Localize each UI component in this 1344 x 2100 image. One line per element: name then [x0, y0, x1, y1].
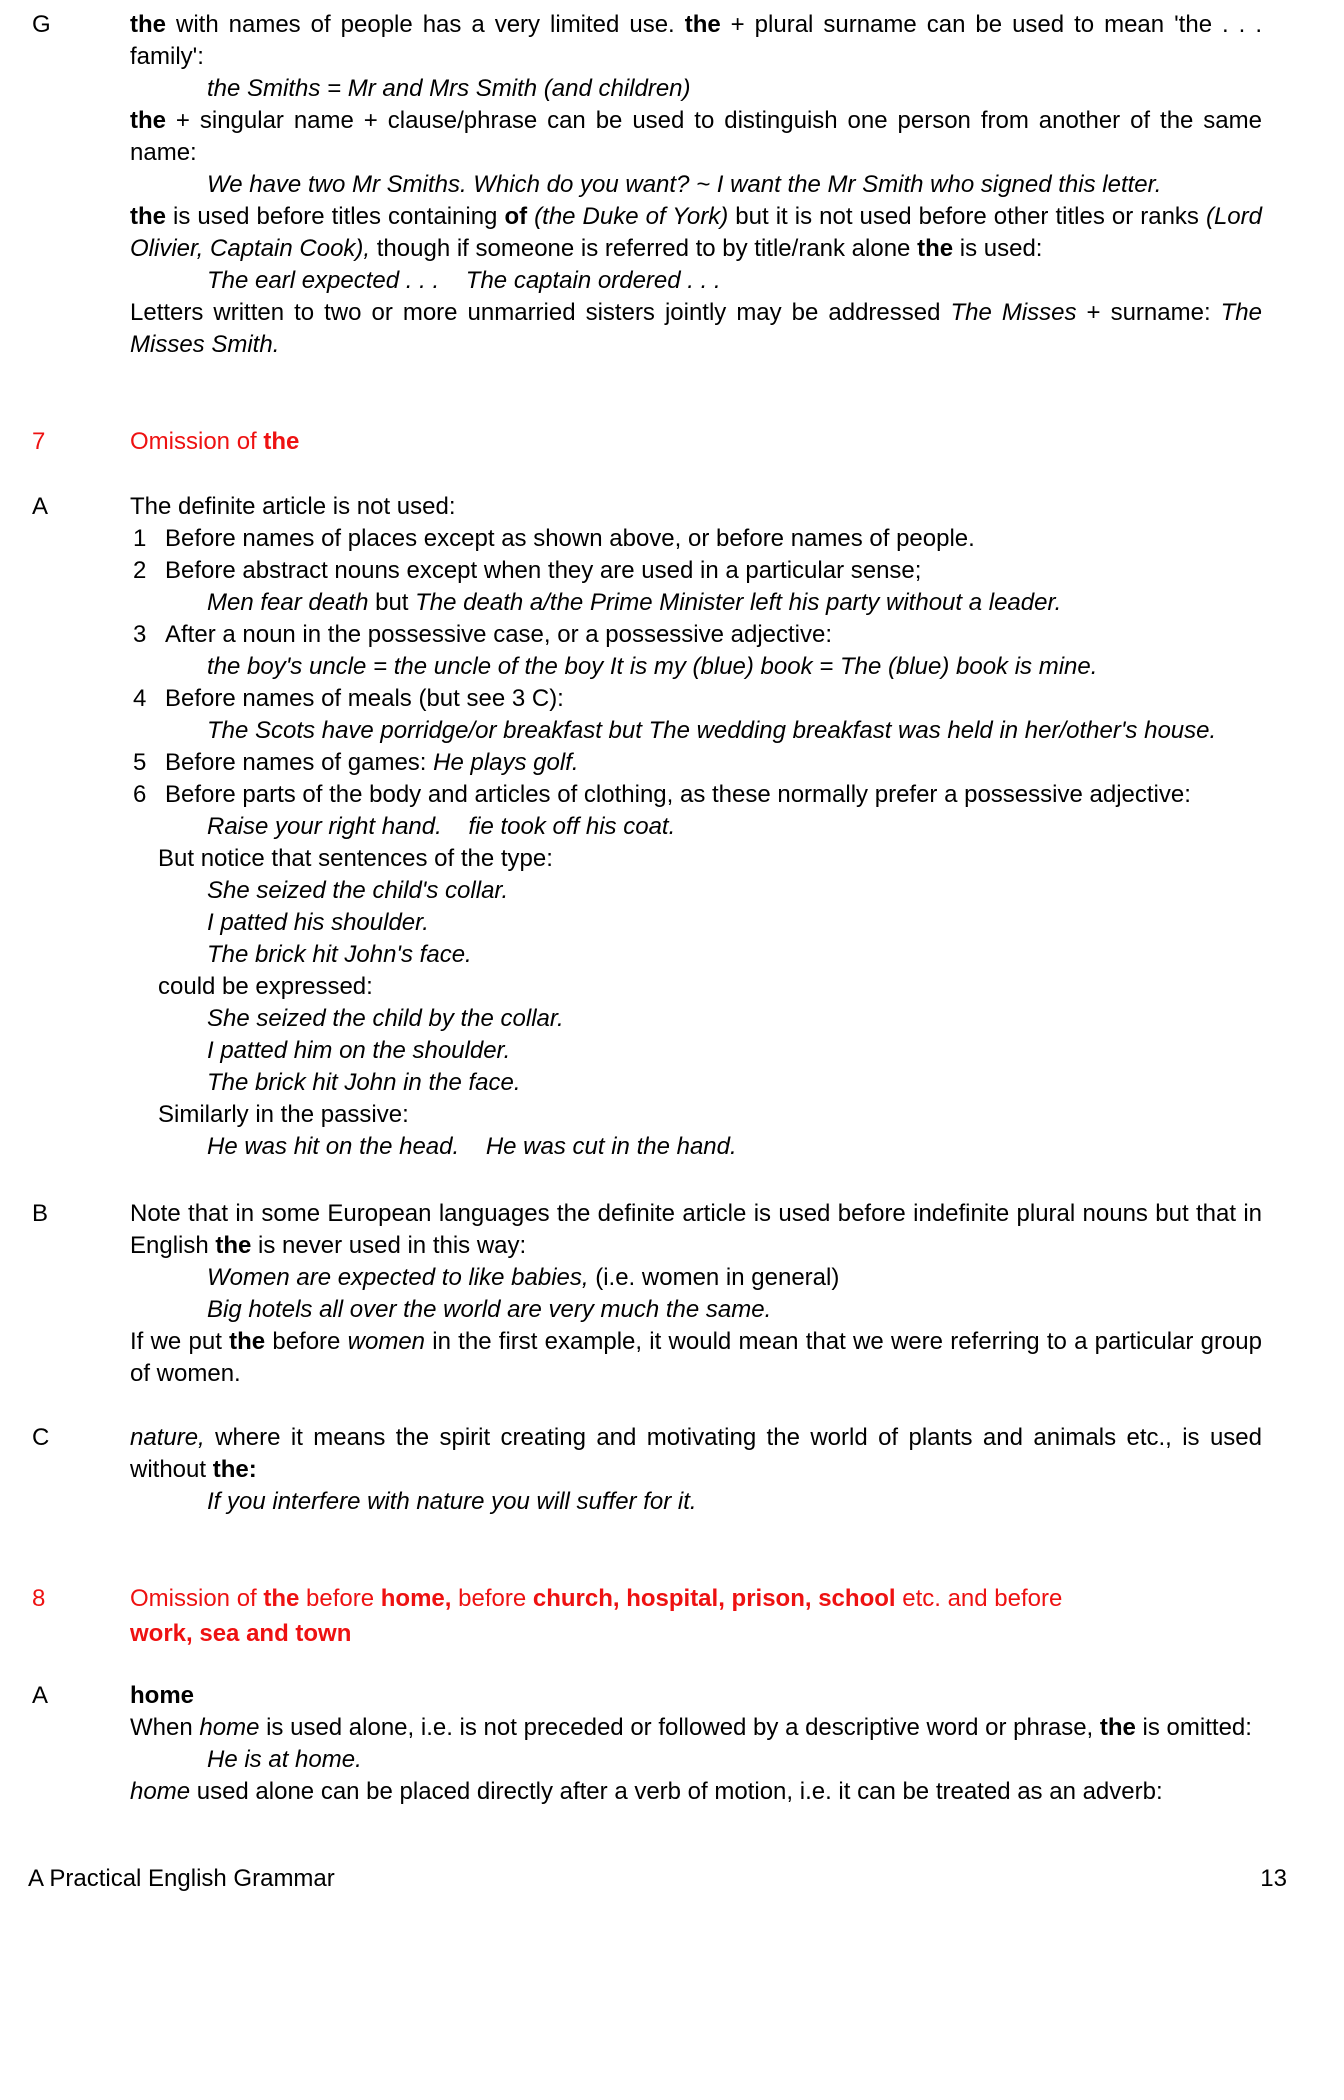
text-run: of	[504, 203, 528, 230]
text-run: work, sea and town	[130, 1620, 352, 1647]
text-run: The brick hit John's face.	[207, 941, 472, 968]
text-run: After a noun in the possessive case, or a possessive adjective:	[165, 621, 833, 648]
text-run: (the Duke of York)	[534, 203, 729, 230]
text-run: We have two Mr Smiths. Which do you want? ~ I want the Mr Smith who signed this letter.	[207, 171, 1162, 198]
item-text	[165, 525, 975, 552]
text-run: women	[347, 1328, 426, 1355]
item-text	[165, 749, 579, 776]
text-run: the	[130, 203, 166, 230]
text-run: The brick hit John in the face.	[207, 1069, 521, 1096]
text-run: Omission of	[130, 428, 264, 455]
text-run: home	[130, 1682, 195, 1709]
margin-letter-b: B	[32, 1200, 49, 1227]
text-run: I patted him on the shoulder.	[207, 1037, 511, 1064]
heading-8-line-2	[130, 1616, 1262, 1651]
text-run: the	[684, 11, 721, 38]
item-text	[165, 557, 921, 584]
text-run: Women are expected to like babies,	[207, 1264, 589, 1291]
text-run: Big hotels all over the world are very much the same.	[207, 1296, 772, 1323]
text-run: is used before titles containing	[166, 203, 505, 230]
section-b	[0, 1198, 1344, 1390]
example-line	[207, 1035, 1262, 1067]
heading-7-title	[130, 424, 1262, 459]
heading-7	[0, 424, 1344, 459]
example-line	[207, 1294, 1262, 1326]
text-run: could be expressed:	[158, 973, 373, 1000]
example-line	[207, 811, 1262, 843]
text-run: Men fear death	[207, 589, 369, 616]
text-run: Note that in some European languages the definite article is used before indefinite plural nouns but that in English	[130, 1200, 1262, 1259]
paragraph	[130, 1712, 1262, 1744]
section-c-content	[130, 1422, 1262, 1518]
heading-8	[0, 1581, 1344, 1651]
example-line	[207, 169, 1262, 201]
text-run: (i.e. women in general)	[588, 1264, 840, 1291]
text-run: Before abstract nouns except when they are used in a particular sense;	[165, 557, 922, 584]
paragraph	[130, 1422, 1262, 1486]
margin-letter-a2: A	[32, 1682, 49, 1709]
margin-letter-a: A	[32, 493, 49, 520]
text-run: + singular name + clause/phrase can be used to distinguish one person from another of the same name:	[130, 107, 1262, 166]
text-run: the Smiths = Mr and Mrs Smith (and children)	[207, 75, 691, 102]
text-run: before	[299, 1585, 381, 1612]
example-line	[207, 875, 1262, 907]
margin-letter-c: C	[32, 1424, 50, 1451]
paragraph	[130, 297, 1262, 361]
paragraph	[130, 1198, 1262, 1262]
item-number: 3	[133, 621, 147, 648]
text-run: is never used in this way:	[251, 1232, 527, 1259]
section-8a	[0, 1680, 1344, 1808]
text-run: the	[263, 1585, 300, 1612]
section-g-content	[130, 9, 1262, 361]
item-number: 5	[133, 749, 147, 776]
text-run: but	[368, 589, 416, 616]
example-line	[207, 715, 1262, 747]
text-run: If you interfere with nature you will suffer for it.	[207, 1488, 697, 1515]
text-run: Before names of meals (but see 3 C):	[165, 685, 564, 712]
text-run: home,	[380, 1585, 452, 1612]
example-line	[207, 907, 1262, 939]
text-run: the	[917, 235, 954, 262]
text-run: the	[229, 1328, 266, 1355]
text-run: Omission of	[130, 1585, 264, 1612]
text-run: church, hospital, prison, school	[532, 1585, 896, 1612]
text-run: the	[263, 428, 300, 455]
example-line	[207, 73, 1262, 105]
example-line	[207, 1131, 1262, 1163]
item-number: 6	[133, 781, 147, 808]
text-run: used alone can be placed directly after a verb of motion, i.e. it can be treated as an adverb:	[190, 1778, 1163, 1805]
text-run: in the first example, it would mean that we were referring to a particular group of women.	[130, 1328, 1262, 1387]
paragraph	[130, 201, 1262, 265]
page-footer	[0, 1863, 1344, 1895]
text-run: the:	[212, 1456, 257, 1483]
heading-8-line-1	[130, 1581, 1262, 1616]
text-run: The Misses Smith.	[130, 299, 1262, 358]
text-run: the	[215, 1232, 252, 1259]
text-run: Before names of places except as shown above, or before names of people.	[165, 525, 975, 552]
text-run: She seized the child by the collar.	[207, 1005, 564, 1032]
text-run: If we put	[130, 1328, 230, 1355]
item-text	[165, 685, 564, 712]
heading-8-number: 8	[32, 1585, 46, 1612]
example-line	[207, 939, 1262, 971]
example-line	[207, 1003, 1262, 1035]
paragraph	[130, 9, 1262, 73]
text-run: nature,	[130, 1424, 205, 1451]
text-run: before	[451, 1585, 533, 1612]
text-run: But notice that sentences of the type:	[158, 845, 553, 872]
text-run: with names of people has a very limited use.	[166, 11, 685, 38]
paragraph	[130, 1776, 1262, 1808]
footer-book-title: A Practical English Grammar	[28, 1865, 335, 1892]
text-run: is omitted:	[1135, 1714, 1252, 1741]
note-line	[158, 1099, 1262, 1131]
text-run: He was hit on the head. He was cut in the hand.	[207, 1133, 737, 1160]
subheading-home	[130, 1680, 1262, 1712]
text-run: The Misses	[950, 299, 1077, 326]
text-run: before	[265, 1328, 348, 1355]
text-run: When	[130, 1714, 200, 1741]
text-run: Raise your right hand. fie took off his coat.	[207, 813, 676, 840]
section-b-content	[130, 1198, 1262, 1390]
text-run: Before names of games:	[165, 749, 434, 776]
paragraph	[130, 1326, 1262, 1390]
text-run: is used alone, i.e. is not preceded or followed by a descriptive word or phrase,	[259, 1714, 1100, 1741]
text-run: She seized the child's collar.	[207, 877, 509, 904]
text-run: but it is not used before other titles or ranks	[728, 203, 1206, 230]
numbered-item	[133, 747, 1262, 779]
paragraph	[130, 105, 1262, 169]
text-run: is used:	[953, 235, 1043, 262]
note-line	[158, 971, 1262, 1003]
example-line	[207, 1262, 1262, 1294]
example-line	[207, 651, 1262, 683]
numbered-item	[133, 555, 1262, 587]
text-run: the boy's uncle = the uncle of the boy It is my (blue) book = The (blue) book is mine.	[207, 653, 1098, 680]
text-run: etc. and before	[895, 1585, 1063, 1612]
item-number: 4	[133, 685, 147, 712]
paragraph	[130, 491, 1262, 523]
text-run: home	[199, 1714, 260, 1741]
example-line	[207, 1744, 1262, 1776]
item-text	[165, 781, 1191, 808]
text-run: The definite article is not used:	[130, 493, 456, 520]
section-7a	[0, 491, 1344, 1163]
section-c	[0, 1422, 1344, 1518]
section-g	[0, 9, 1344, 361]
text-run: the	[1099, 1714, 1136, 1741]
numbered-item	[133, 523, 1262, 555]
page-number: 13	[1260, 1865, 1287, 1892]
text-run: Similarly in the passive:	[158, 1101, 409, 1128]
margin-letter-g: G	[32, 11, 51, 38]
heading-7-number: 7	[32, 428, 46, 455]
text-run: He plays golf.	[433, 749, 579, 776]
text-run: where it means the spirit creating and motivating the world of plants and animals etc., is used without	[130, 1424, 1262, 1483]
text-run: He is at home.	[207, 1746, 362, 1773]
text-run: (Lord Olivier, Captain Cook),	[130, 203, 1262, 262]
numbered-item	[133, 683, 1262, 715]
numbered-item	[133, 779, 1262, 811]
numbered-item	[133, 619, 1262, 651]
text-run: the	[130, 107, 166, 134]
text-run: I patted his shoulder.	[207, 909, 429, 936]
text-run: + plural surname can be used to mean 'the . . . family':	[130, 11, 1262, 70]
text-run: + surname:	[1076, 299, 1221, 326]
example-line	[207, 1486, 1262, 1518]
text-run: The earl expected . . . The captain ordered . . .	[207, 267, 721, 294]
example-line	[207, 587, 1262, 619]
heading-8-title	[130, 1581, 1262, 1651]
text-run: though if someone is referred to by title/rank alone	[370, 235, 918, 262]
item-number: 2	[133, 557, 147, 584]
item-number: 1	[133, 525, 147, 552]
item-text	[165, 621, 832, 648]
section-7a-content	[130, 491, 1262, 1163]
example-line	[207, 265, 1262, 297]
text-run: The Scots have porridge/or breakfast but The wedding breakfast was held in her/other's house.	[207, 717, 1217, 744]
note-line	[158, 843, 1262, 875]
text-run: home	[130, 1778, 191, 1805]
section-8a-content	[130, 1680, 1262, 1808]
text-run: The death a/the Prime Minister left his party without a leader.	[415, 589, 1062, 616]
text-run: the	[130, 11, 166, 38]
text-run: Before parts of the body and articles of clothing, as these normally prefer a possessive adjective:	[165, 781, 1191, 808]
example-line	[207, 1067, 1262, 1099]
text-run: Letters written to two or more unmarried sisters jointly may be addressed	[130, 299, 951, 326]
